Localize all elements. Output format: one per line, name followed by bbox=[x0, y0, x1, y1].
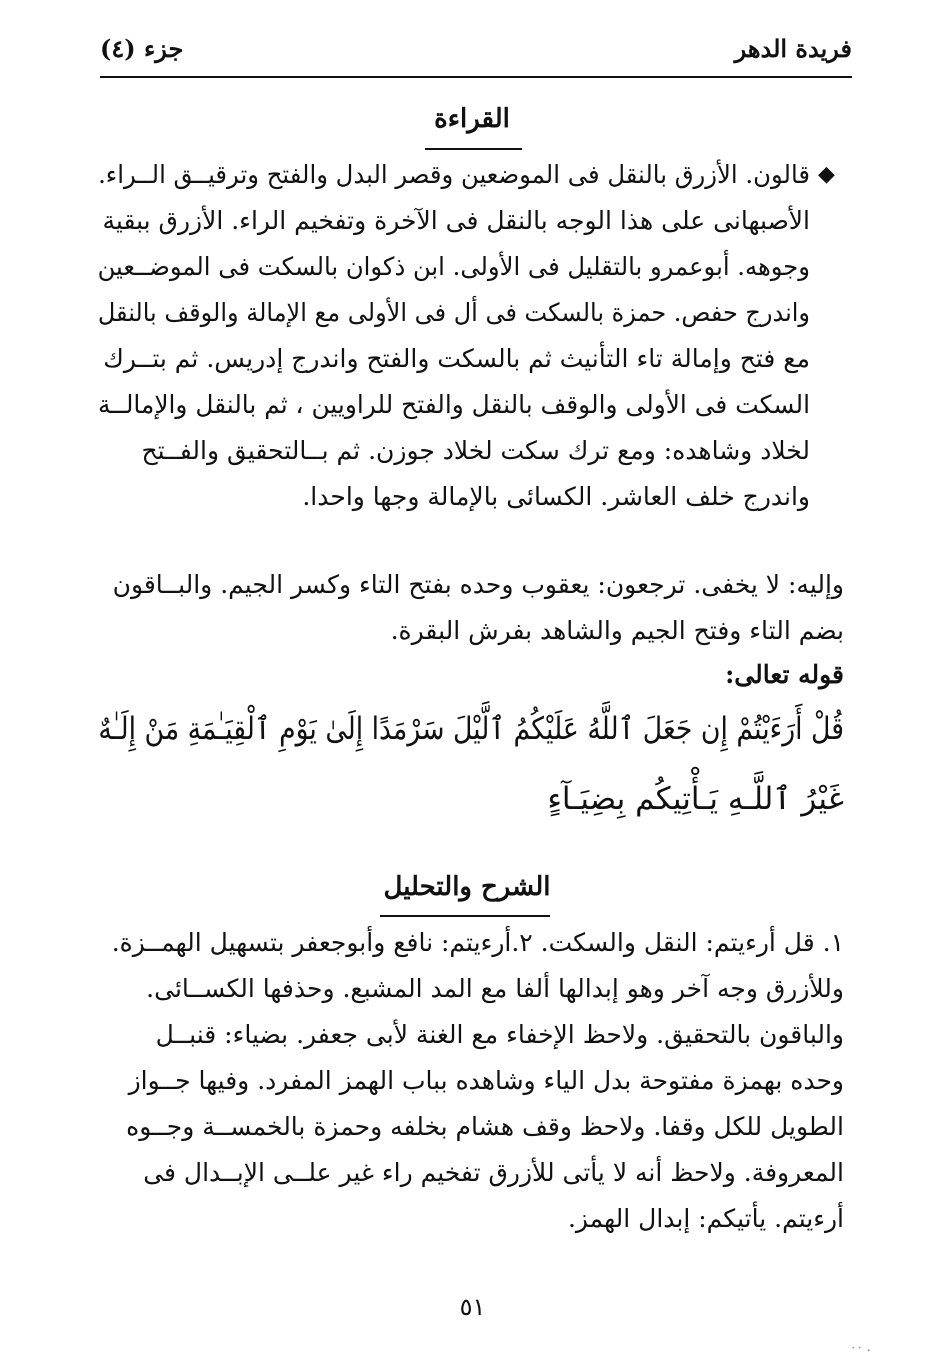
corner-mark: ٠٠ . bbox=[850, 1340, 871, 1354]
text-line: الأصبهانى على هذا الوجه بالنقل فى الآخرة وتفخيم الراء. الأزرق ببقية bbox=[102, 206, 810, 235]
text-line: واندرج خلف العاشر. الكسائى بالإمالة وجها واحدا. bbox=[302, 482, 810, 511]
text-line: بضم التاء وفتح الجيم والشاهد بفرش البقرة. bbox=[390, 616, 844, 645]
qiraa-paragraph bbox=[98, 152, 810, 520]
quran-verse bbox=[98, 694, 844, 834]
header-rule bbox=[100, 76, 852, 78]
text-line: وإليه: لا يخفى. ترجعون: يعقوب وحده بفتح التاء وكسر الجيم. والبــاقون bbox=[112, 570, 844, 599]
sharh-title-rule bbox=[380, 915, 550, 917]
sharh-title: الشرح والتحليل bbox=[383, 872, 551, 902]
text-line: أرءيتم. يأتيكم: إبدال الهمز. bbox=[567, 1204, 844, 1233]
part-label: جزء (٤) bbox=[100, 34, 184, 63]
text-line: واندرج حفص. حمزة بالسكت فى أل فى الأولى مع الإمالة والوقف بالنقل bbox=[97, 298, 811, 327]
verse-line: قُلْ أَرَءَيْتُمْ إِن جَعَلَ ٱللَّهُ عَلَيْكُمُ ٱلَّيْلَ سَرْمَدًا إِلَىٰ يَوْمِ ٱلْقِيَـٰمَةِ مَنْ إِلَـٰهٌ bbox=[98, 711, 845, 747]
text-line: لخلاد وشاهده: ومع ترك سكت لخلاد جوزن. ثم بــالتحقيق والفــتح bbox=[141, 436, 810, 465]
book-title: فريدة الدهر bbox=[734, 34, 852, 63]
text-line: المعروفة. ولاحظ أنه لا يأتى للأزرق تفخيم راء غير علــى الإبــدال فى bbox=[143, 1158, 844, 1187]
qiraa-title-rule bbox=[425, 148, 522, 150]
text-line: وللأزرق وجه آخر وهو إبدالها ألفا مع المد المشبع. وحذفها الكســائى. bbox=[146, 974, 844, 1003]
bullet-diamond-icon: ◆ bbox=[818, 162, 835, 187]
sharh-paragraph bbox=[98, 920, 844, 1242]
running-head bbox=[100, 28, 852, 68]
page-number: ٥١ bbox=[459, 1293, 486, 1321]
verse-label: قوله تعالى: bbox=[725, 660, 844, 689]
text-line: الطويل للكل وقفا. ولاحظ وقف هشام بخلفه وحمزة بالخمســة وجــوه bbox=[126, 1112, 844, 1141]
text-line: السكت فى الأولى والوقف بالنقل والفتح للراويين ، ثم بالنقل والإمالــة bbox=[97, 390, 811, 419]
text-line: وجوهه. أبوعمرو بالتقليل فى الأولى. ابن ذكوان بالسكت فى الموضــعين bbox=[97, 252, 811, 281]
text-line: وحده بهمزة مفتوحة بدل الياء وشاهده بباب الهمز المفرد. وفيها جــواز bbox=[128, 1066, 844, 1095]
text-line: والباقون بالتحقيق. ولاحظ الإخفاء مع الغنة لأبى جعفر. بضياء: قنبــل bbox=[155, 1020, 844, 1049]
text-line: ١. قل أرءيتم: النقل والسكت. ٢.أرءيتم: نافع وأبوجعفر بتسهيل الهمــزة. bbox=[111, 928, 844, 957]
verse-line: غَيْرُ ٱللَّـهِ يَـأْتِيكُم بِضِيَـآءٍ bbox=[547, 781, 844, 817]
note-paragraph bbox=[98, 562, 844, 654]
qiraa-title: القراءة bbox=[434, 104, 510, 134]
text-line: قالون. الأزرق بالنقل فى الموضعين وقصر البدل والفتح وترقيــق الــراء. bbox=[98, 160, 810, 189]
text-line: مع فتح وإمالة تاء التأنيث ثم بالسكت والفتح واندرج إدريس. ثم بتــرك bbox=[103, 344, 810, 373]
